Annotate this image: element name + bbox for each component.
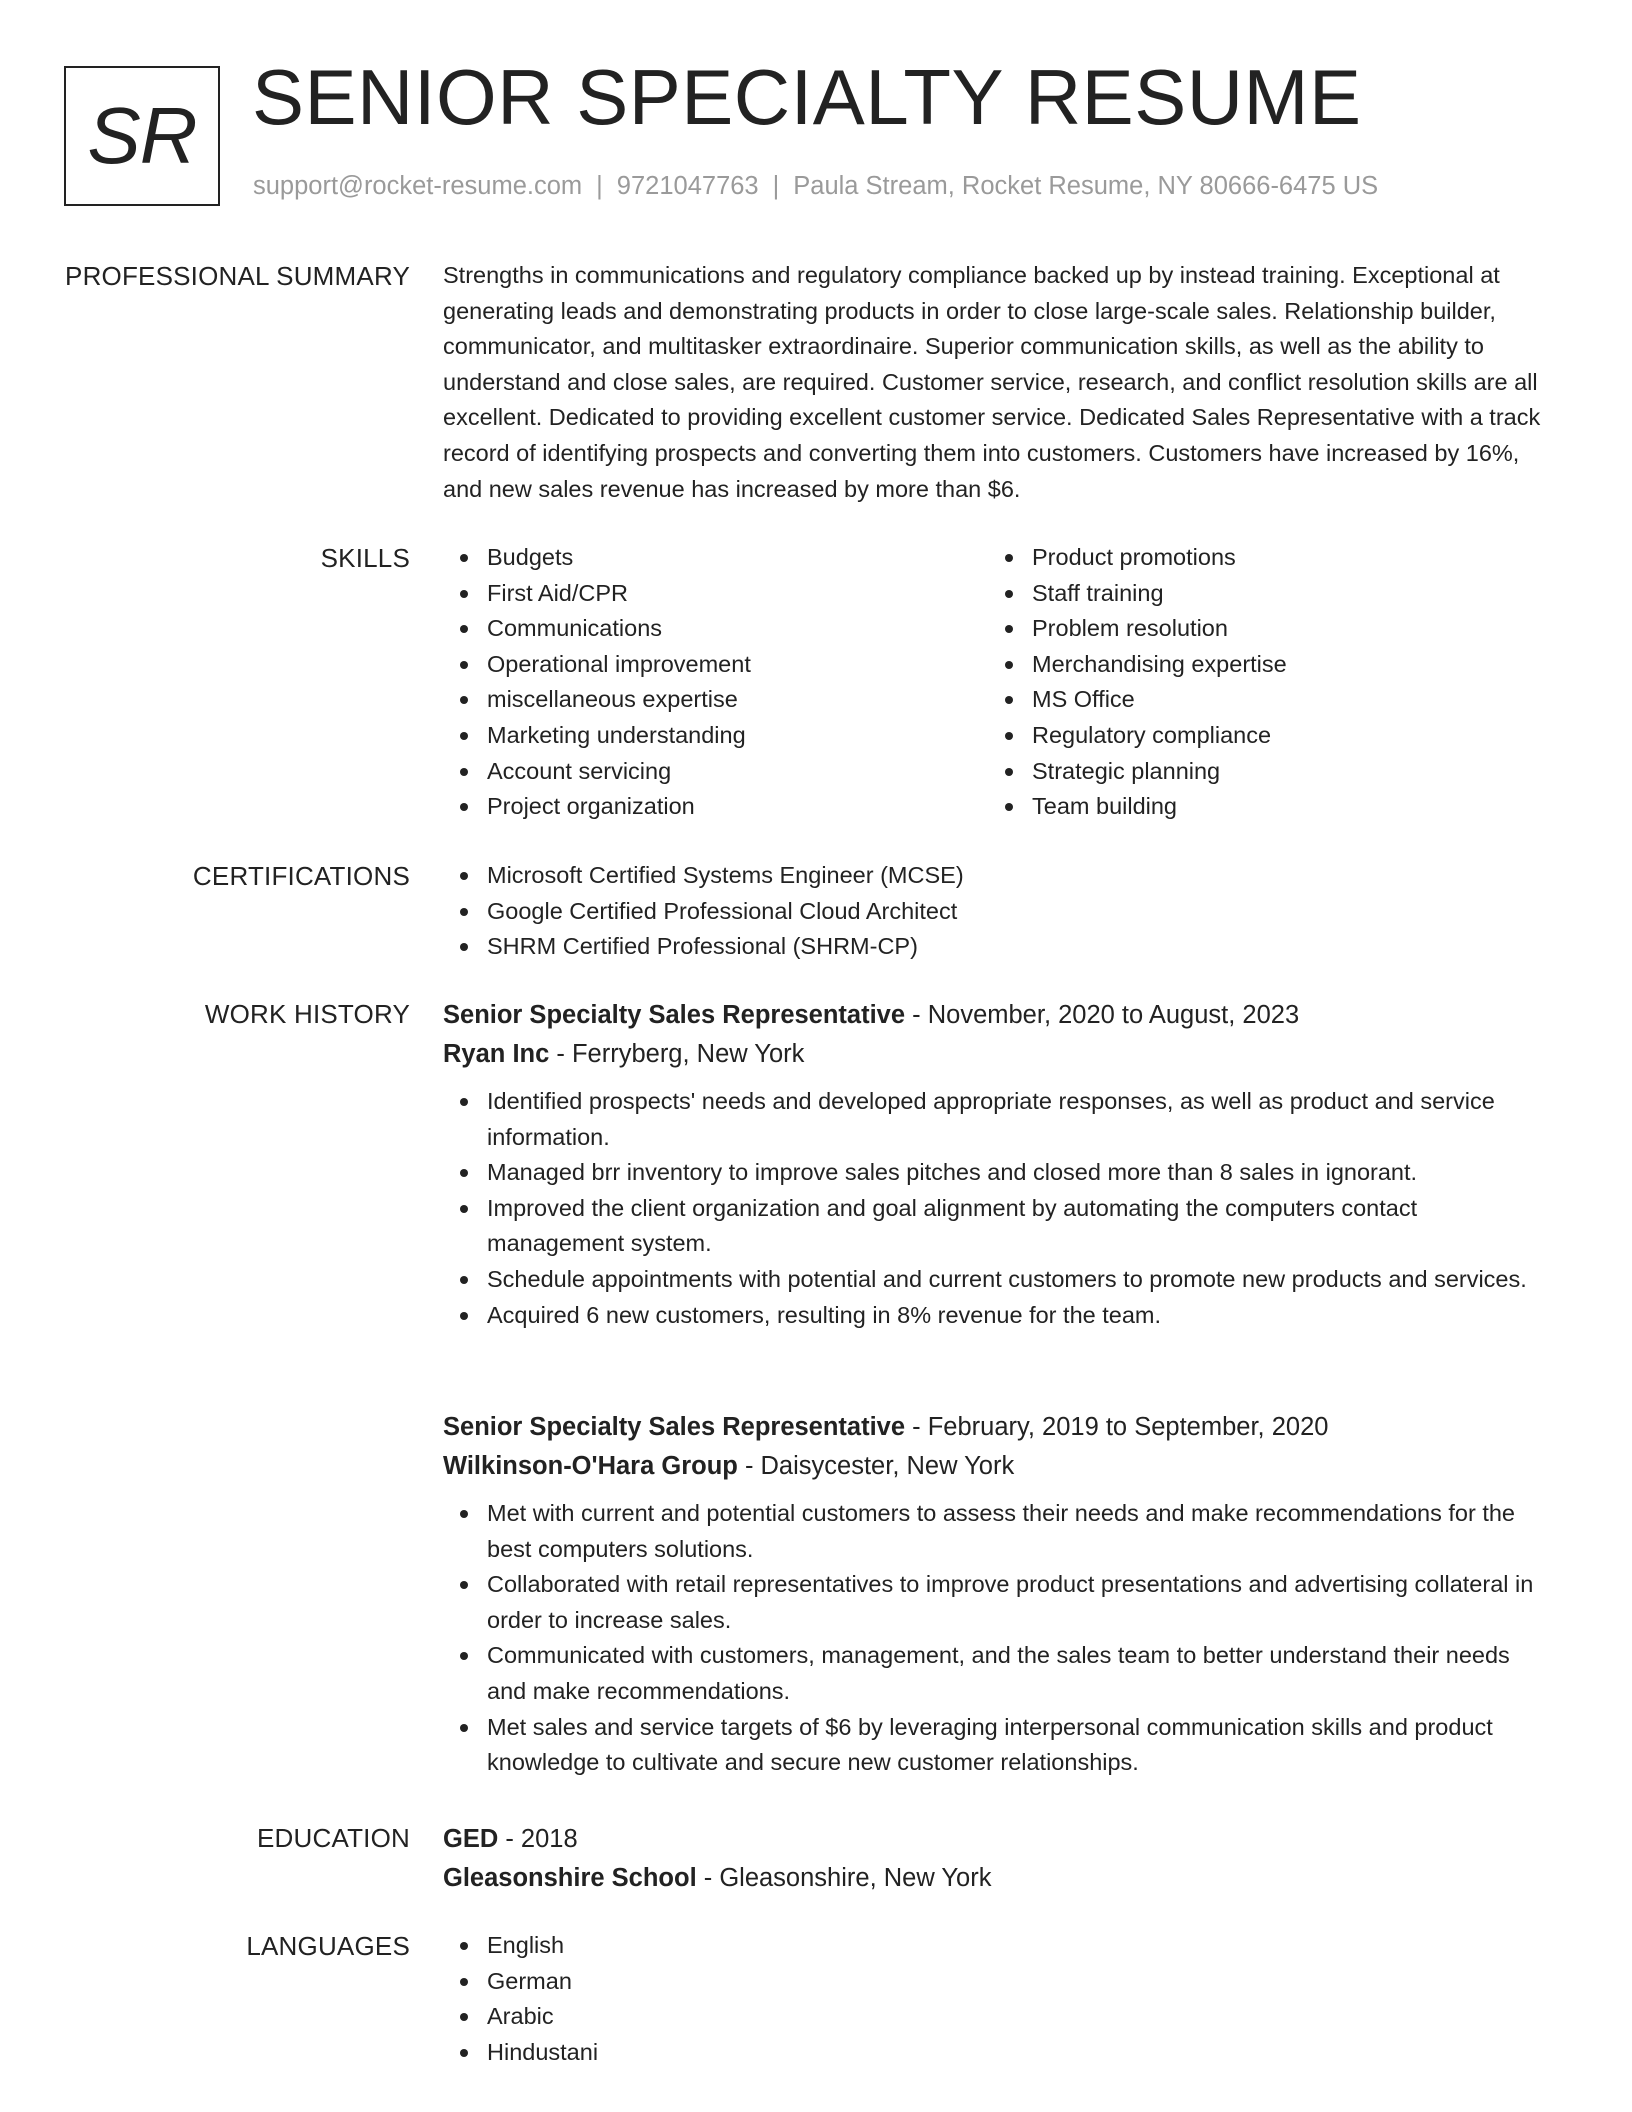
- work-history-body: [443, 996, 1553, 1776]
- education-degree: GED: [443, 1825, 499, 1853]
- language-item: English: [443, 1928, 1553, 1964]
- skill-item: First Aid/CPR: [443, 576, 988, 612]
- job-entry: [443, 1408, 1553, 1781]
- education-school: Gleasonshire School: [443, 1864, 697, 1892]
- job-bullet: Schedule appointments with potential and current customers to promote new products and services.: [443, 1262, 1553, 1298]
- skill-item: miscellaneous expertise: [443, 682, 988, 718]
- job-bullets: [443, 1496, 1553, 1781]
- contact-separator: |: [596, 172, 603, 200]
- job-bullet: Identified prospects' needs and developed appropriate responses, as well as product and service information.: [443, 1084, 1553, 1155]
- education-body: [443, 1820, 1553, 1898]
- skill-item: Product promotions: [988, 540, 1533, 576]
- language-item: German: [443, 1964, 1553, 2000]
- skill-item: Operational improvement: [443, 647, 988, 683]
- section-label-education: EDUCATION: [257, 1823, 410, 1853]
- skill-item: Communications: [443, 611, 988, 647]
- job-dates: - February, 2019 to September, 2020: [905, 1413, 1329, 1441]
- skills-column-right: [988, 540, 1533, 825]
- job-bullet: Met sales and service targets of $6 by leveraging interpersonal communication skills and product knowledge to cultivate and secure new customer relationships.: [443, 1710, 1553, 1781]
- section-label-certifications: CERTIFICATIONS: [192, 861, 410, 891]
- skills-body: [443, 540, 1553, 825]
- contact-separator: |: [772, 172, 780, 200]
- skill-item: Problem resolution: [988, 611, 1533, 647]
- certification-item: Microsoft Certified Systems Engineer (MCSE): [443, 858, 1553, 894]
- job-title-line: [443, 1408, 1553, 1447]
- section-label-summary: PROFESSIONAL SUMMARY: [65, 261, 410, 291]
- education-location: - Gleasonshire, New York: [696, 1864, 992, 1892]
- skills-list-left: [443, 540, 988, 825]
- skills-columns: [443, 540, 1553, 825]
- job-location: - Ferryberg, New York: [549, 1040, 805, 1068]
- skill-item: MS Office: [988, 682, 1533, 718]
- job-title: Senior Specialty Sales Representative: [443, 1413, 906, 1441]
- job-company: Wilkinson-O'Hara Group: [443, 1452, 738, 1480]
- skill-item: Account servicing: [443, 754, 988, 790]
- language-item: Arabic: [443, 1999, 1553, 2035]
- skill-item: Project organization: [443, 789, 988, 825]
- skill-item: Merchandising expertise: [988, 647, 1533, 683]
- job-bullet: Communicated with customers, management, and the sales team to better understand their needs and make recommendations.: [443, 1638, 1553, 1709]
- education-school-line: [443, 1859, 1553, 1898]
- certification-item: SHRM Certified Professional (SHRM-CP): [443, 929, 1553, 965]
- job-company-line: [443, 1447, 1553, 1486]
- job-location: - Daisycester, New York: [737, 1452, 1015, 1480]
- job-company-line: [443, 1035, 1553, 1074]
- skill-item: Staff training: [988, 576, 1533, 612]
- job-title-line: [443, 996, 1553, 1035]
- job-bullet: Acquired 6 new customers, resulting in 8% revenue for the team.: [443, 1298, 1553, 1334]
- summary-text: Strengths in communications and regulatory compliance backed up by instead training. Exceptional at generating leads and demonstrating products in order to close large-scale sales. Relationship builder, communicator, and multitasker extraordinaire. Superior communication skills, as well as the ability to understand and close sales, are required. Customer service, research, and conflict resolution skills are all excellent. Dedicated to providing excellent customer service. Dedicated Sales Representative with a track record of identifying prospects and converting them into customers. Customers have increased by 16%, and new sales revenue has increased by more than $6.: [443, 262, 1541, 502]
- job-bullet: Managed brr inventory to improve sales pitches and closed more than 8 sales in ignorant.: [443, 1155, 1553, 1191]
- languages-body: [443, 1928, 1553, 2070]
- section-label-skills: SKILLS: [320, 543, 410, 573]
- job-bullet: Met with current and potential customers to assess their needs and make recommendations for the best computers solutions.: [443, 1496, 1553, 1567]
- job-entry: [443, 996, 1553, 1333]
- skill-item: Regulatory compliance: [988, 718, 1533, 754]
- section-label-languages: LANGUAGES: [246, 1931, 410, 1961]
- job-bullet: Collaborated with retail representatives to improve product presentations and advertising collateral in order to increase sales.: [443, 1567, 1553, 1638]
- contact-line: [253, 174, 1378, 200]
- summary-body: [443, 258, 1553, 507]
- education-year: - 2018: [498, 1825, 578, 1853]
- contact-phone[interactable]: 9721047763: [616, 172, 759, 200]
- job-bullet: Improved the client organization and goal alignment by automating the computers contact management system.: [443, 1191, 1553, 1262]
- certification-item: Google Certified Professional Cloud Architect: [443, 894, 1553, 930]
- job-bullets: [443, 1084, 1553, 1333]
- job-dates: - November, 2020 to August, 2023: [905, 1001, 1300, 1029]
- certifications-list: [443, 858, 1553, 965]
- skills-list-right: [988, 540, 1533, 825]
- skill-item: Budgets: [443, 540, 988, 576]
- languages-list: [443, 1928, 1553, 2070]
- contact-email[interactable]: support@rocket-resume.com: [253, 172, 583, 200]
- monogram-badge: SR: [64, 66, 220, 206]
- resume-title: SENIOR SPECIALTY RESUME: [252, 53, 1362, 141]
- education-degree-line: [443, 1820, 1553, 1859]
- section-label-work-history: WORK HISTORY: [204, 999, 410, 1029]
- skills-column-left: [443, 540, 988, 825]
- job-company: Ryan Inc: [443, 1040, 550, 1068]
- contact-address: Paula Stream, Rocket Resume, NY 80666-6475 US: [793, 172, 1379, 200]
- skill-item: Strategic planning: [988, 754, 1533, 790]
- certifications-body: [443, 858, 1553, 965]
- language-item: Hindustani: [443, 2035, 1553, 2071]
- job-title: Senior Specialty Sales Representative: [443, 1001, 906, 1029]
- skill-item: Team building: [988, 789, 1533, 825]
- skill-item: Marketing understanding: [443, 718, 988, 754]
